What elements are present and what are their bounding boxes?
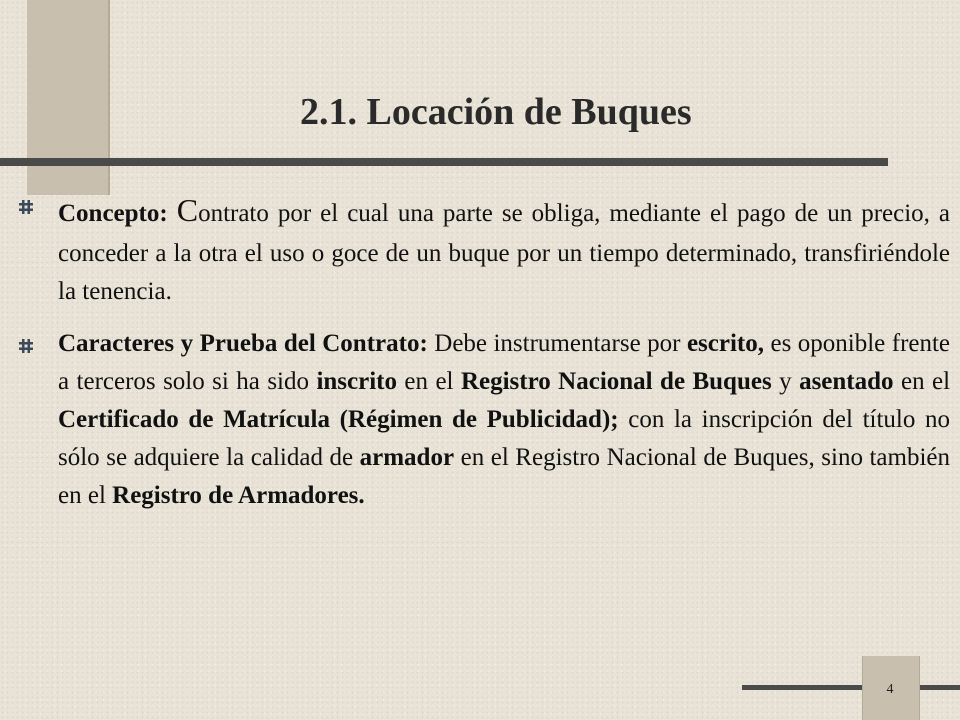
hash-bullet-icon [18, 199, 34, 215]
slide-title: 2.1. Locación de Buques [300, 91, 692, 133]
bullet-label: Caracteres y Prueba del Contrato: [58, 329, 428, 357]
bold-segment: Registro Nacional de Buques [460, 367, 772, 395]
bold-segment: escrito, [686, 329, 764, 357]
page-number: 4 [886, 682, 894, 697]
bold-segment: asentado [799, 367, 894, 395]
bold-segment: Certificado de Matrícula (Régimen de Publicidad); [58, 405, 619, 433]
bullet-label: Concepto: [58, 200, 168, 227]
bold-segment: armador [359, 443, 455, 471]
bullet-concepto [18, 186, 950, 311]
text-segment: en el Registro Nacional de Buques, sino también en el [58, 443, 951, 509]
title-underline [0, 158, 888, 166]
bullet-caracteres [18, 325, 950, 515]
drop-letter: C [176, 192, 199, 228]
bold-segment: inscrito [316, 367, 397, 395]
bullet-text: ontrato por el cual una parte se obliga, mediante el pago de un precio, a conceder a la otra el uso o goce de un buque por un tiempo determinado, transfiriéndole la tenencia. [58, 200, 950, 305]
text-segment: con la inscripción del título no sólo se adquiere la calidad de [58, 405, 950, 471]
bold-segment: Registro de Armadores. [112, 481, 365, 509]
slide-content [18, 186, 950, 529]
text-segment: en el [404, 367, 454, 395]
footer-line [742, 685, 960, 690]
hash-bullet-icon [18, 338, 34, 354]
text-segment: en el [900, 367, 951, 395]
text-segment: y [779, 367, 792, 395]
text-segment: Debe instrumentarse por [434, 329, 681, 357]
text-segment: es oponible frente a terceros solo si ha sido [58, 329, 951, 395]
